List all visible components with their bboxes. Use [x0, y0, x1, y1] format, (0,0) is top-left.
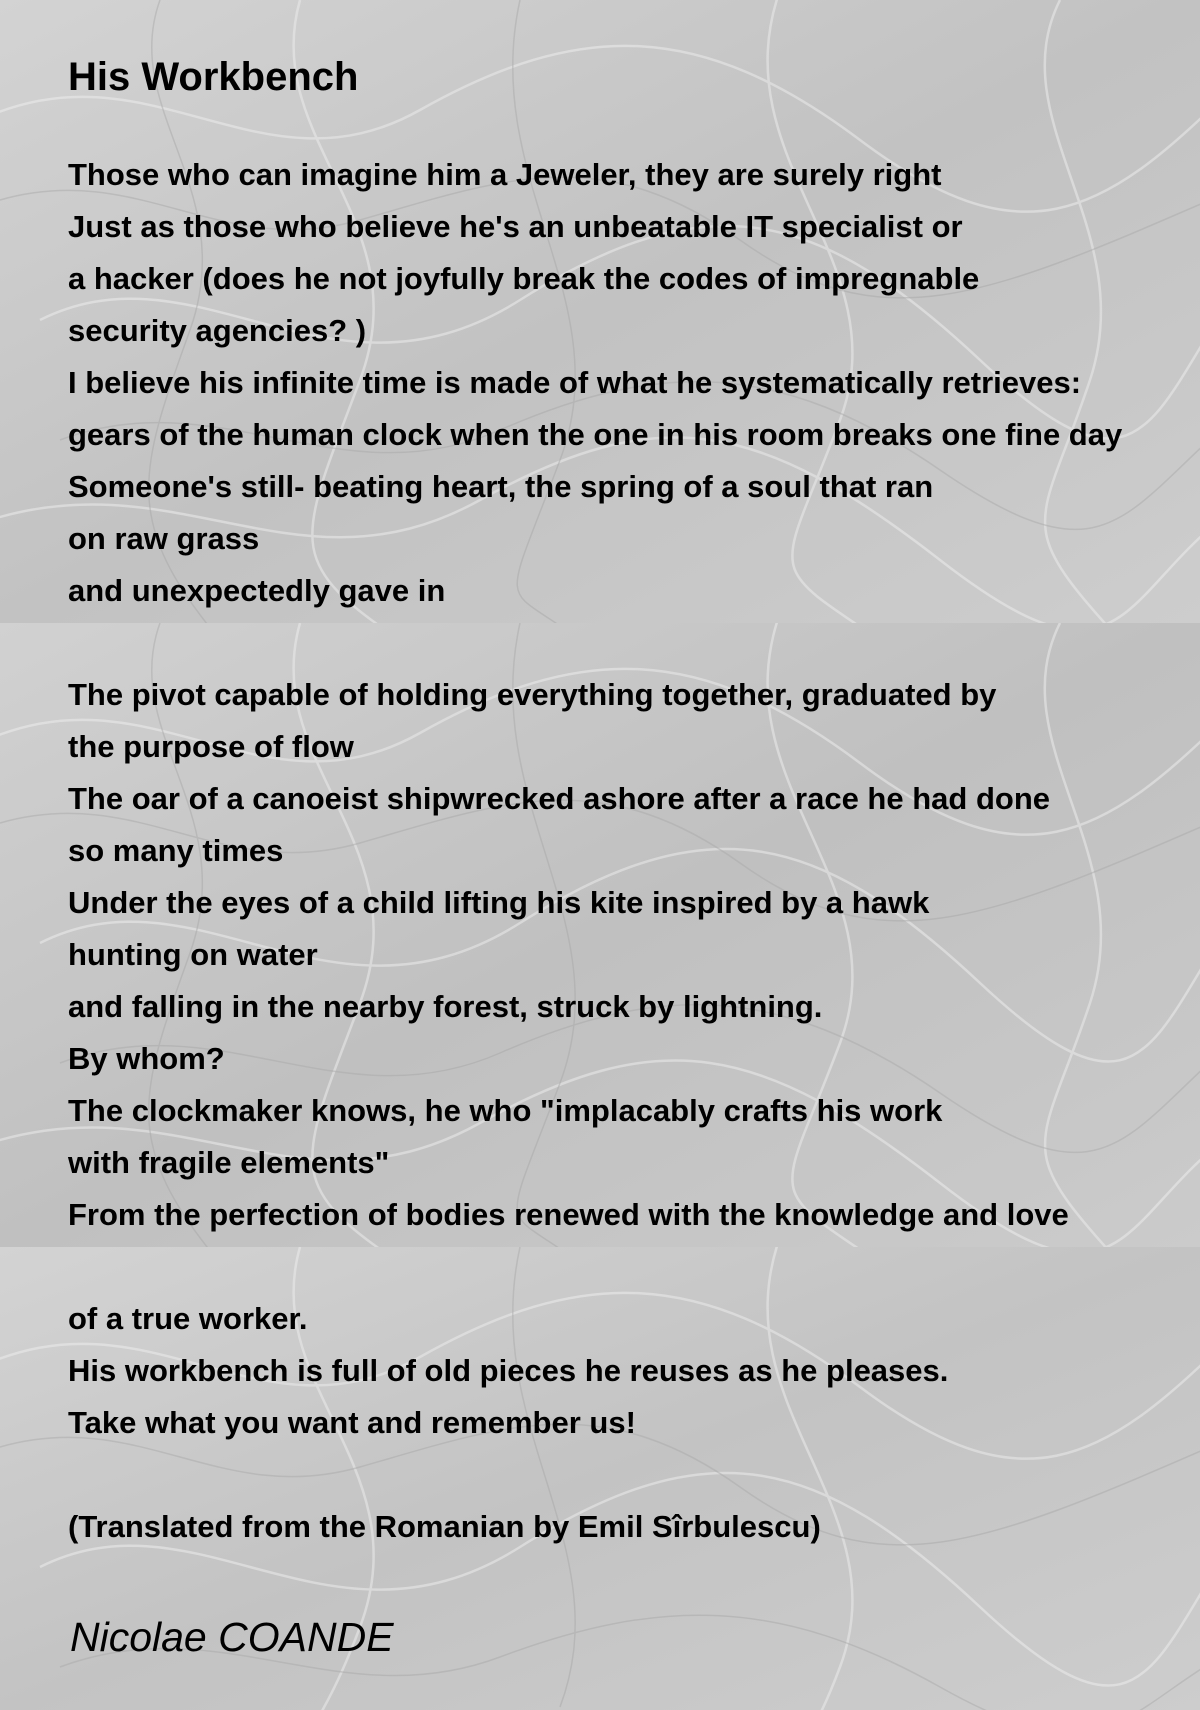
poem-line: with fragile elements" [68, 1145, 390, 1180]
poem-author: Nicolae COANDE [70, 1614, 394, 1660]
poem-title: His Workbench [68, 55, 359, 99]
poem-line: His workbench is full of old pieces he reuses as he pleases. [68, 1353, 949, 1388]
poem-line: security agencies? ) [68, 313, 367, 348]
poem-line: a hacker (does he not joyfully break the codes of impregnable [68, 261, 980, 296]
poem-line: on raw grass [68, 521, 260, 556]
poem-line: of a true worker. [68, 1301, 308, 1336]
poem-line: and falling in the nearby forest, struck by lightning. [68, 989, 823, 1024]
poem-line: gears of the human clock when the one in his room breaks one fine day [68, 417, 1123, 452]
poem-line: Someone's still- beating heart, the spring of a soul that ran [68, 469, 934, 504]
poem-line: and unexpectedly gave in [68, 573, 446, 608]
poem-line: The oar of a canoeist shipwrecked ashore after a race he had done [68, 781, 1050, 816]
poem-line: Under the eyes of a child lifting his kite inspired by a hawk [68, 885, 930, 920]
poem-line: Those who can imagine him a Jeweler, they are surely right [68, 157, 942, 192]
poem-line: The pivot capable of holding everything together, graduated by [68, 677, 997, 712]
poem-line: hunting on water [68, 937, 318, 972]
poem-line: so many times [68, 833, 284, 868]
poem-line: From the perfection of bodies renewed with the knowledge and love [68, 1197, 1069, 1232]
poem-line: the purpose of flow [68, 729, 354, 764]
poem-line: By whom? [68, 1041, 225, 1076]
poem-line: I believe his infinite time is made of what he systematically retrieves: [68, 365, 1082, 400]
poem-line: Just as those who believe he's an unbeatable IT specialist or [68, 209, 963, 244]
poem-line: Take what you want and remember us! [68, 1405, 636, 1440]
poem-line: The clockmaker knows, he who "implacably crafts his work [68, 1093, 943, 1128]
translation-credit: (Translated from the Romanian by Emil Sîrbulescu) [68, 1509, 821, 1544]
